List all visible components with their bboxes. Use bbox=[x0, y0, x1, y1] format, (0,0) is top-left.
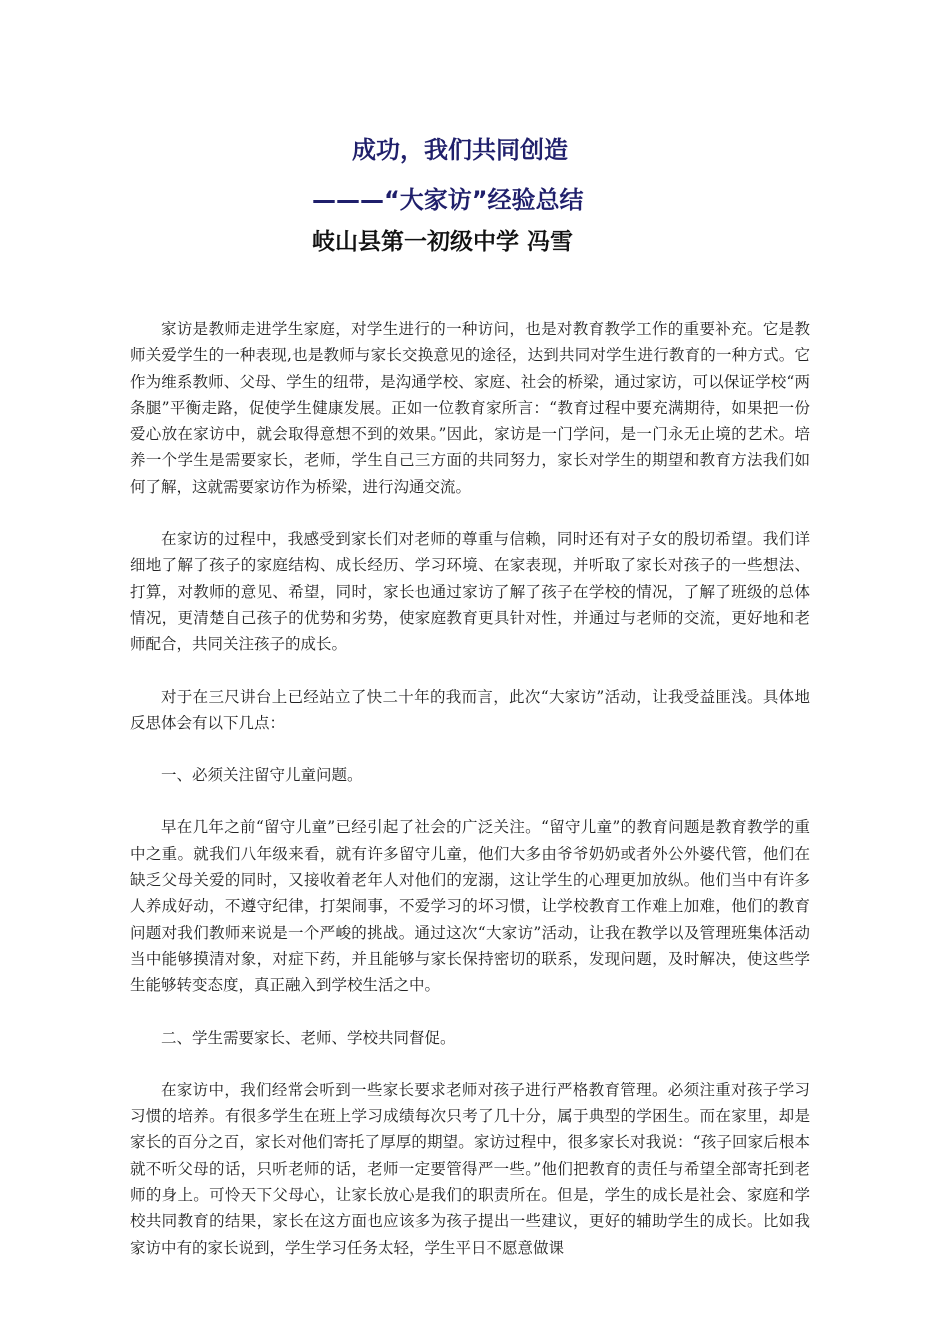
document-title: 成功，我们共同创造 bbox=[352, 136, 568, 164]
paragraph: 在家访的过程中，我感受到家长们对老师的尊重与信赖，同时还有对子女的殷切希望。我们详细地了解了孩子的家庭结构、成长经历、学习环境、在家表现，并听取了家长对孩子的一些想法、打算，对教师的意见、希望，同时，家长也通过家访了解了孩子在学校的情况，了解了班级的总体情况，更清楚自己孩子的优势和劣势，使家庭教育更具针对性，并通过与老师的交流，更好地和老师配合，共同关注孩子的成长。 bbox=[130, 530, 810, 654]
section-heading: 一、必须关注留守儿童问题。 bbox=[161, 766, 363, 785]
paragraph: 家访是教师走进学生家庭，对学生进行的一种访问，也是对教育教学工作的重要补充。它是教师关爱学生的一种表现,也是教师与家长交换意见的途径，达到共同对学生进行教育的一种方式。它作为维系教师、父母、学生的纽带，是沟通学校、家庭、社会的桥梁，通过家访，可以保证学校“两条腿”平衡走路，促使学生健康发展。正如一位教育家所言：“教育过程中要充满期待，如果把一份爱心放在家访中，就会取得意想不到的效果。”因此，家访是一门学问，是一门永无止境的艺术。培养一个学生是需要家长，老师，学生自己三方面的共同努力，家长对学生的期望和教育方法我们如何了解，这就需要家访作为桥梁，进行沟通交流。 bbox=[130, 320, 810, 496]
paragraph: 对于在三尺讲台上已经站立了快二十年的我而言，此次“大家访”活动，让我受益匪浅。具体地反思体会有以下几点： bbox=[130, 687, 810, 732]
section-heading: 二、学生需要家长、老师、学校共同督促。 bbox=[161, 1028, 456, 1047]
paragraph: 早在几年之前“留守儿童”已经引起了社会的广泛关注。“留守儿童”的教育问题是教育教学的重中之重。就我们八年级来看，就有许多留守儿童，他们大多由爷爷奶奶或者外公外婆代管，他们在缺乏父母关爱的同时，又接收着老年人对他们的宠溺，这让学生的心理更加放纵。他们当中有许多人养成好动，不遵守纪律，打架闹事，不爱学习的坏习惯，让学校教育工作难上加难，他们的教育问题对我们教师来说是一个严峻的挑战。通过这次“大家访”活动，让我在教学以及管理班集体活动当中能够摸清对象，对症下药，并且能够与家长保持密切的联系，发现问题，及时解决，使这些学生能够转变态度，真正融入到学校生活之中。 bbox=[130, 818, 810, 995]
paragraph: 在家访中，我们经常会听到一些家长要求老师对孩子进行严格教育管理。必须注重对孩子学习习惯的培养。有很多学生在班上学习成绩每次只考了几十分，属于典型的学困生。而在家里，却是家长的百分之百，家长对他们寄托了厚厚的期望。家访过程中，很多家长对我说：“孩子回家后根本就不听父母的话，只听老师的话，老师一定要管得严一些。”他们把教育的责任与希望全部寄托到老师的身上。可怜天下父母心，让家长放心是我们的职责所在。但是，学生的成长是社会、家庭和学校共同教育的结果，家长在这方面也应该多为孩子提出一些建议，更好的辅助学生的成长。比如我家访中有的家长说到，学生学习任务太轻，学生平日不愿意做课 bbox=[130, 1080, 810, 1257]
author-line: 岐山县第一初级中学 冯雪 bbox=[312, 229, 574, 255]
document-body bbox=[130, 316, 810, 1287]
document-subtitle: ———“大家访”经验总结 bbox=[312, 186, 584, 214]
